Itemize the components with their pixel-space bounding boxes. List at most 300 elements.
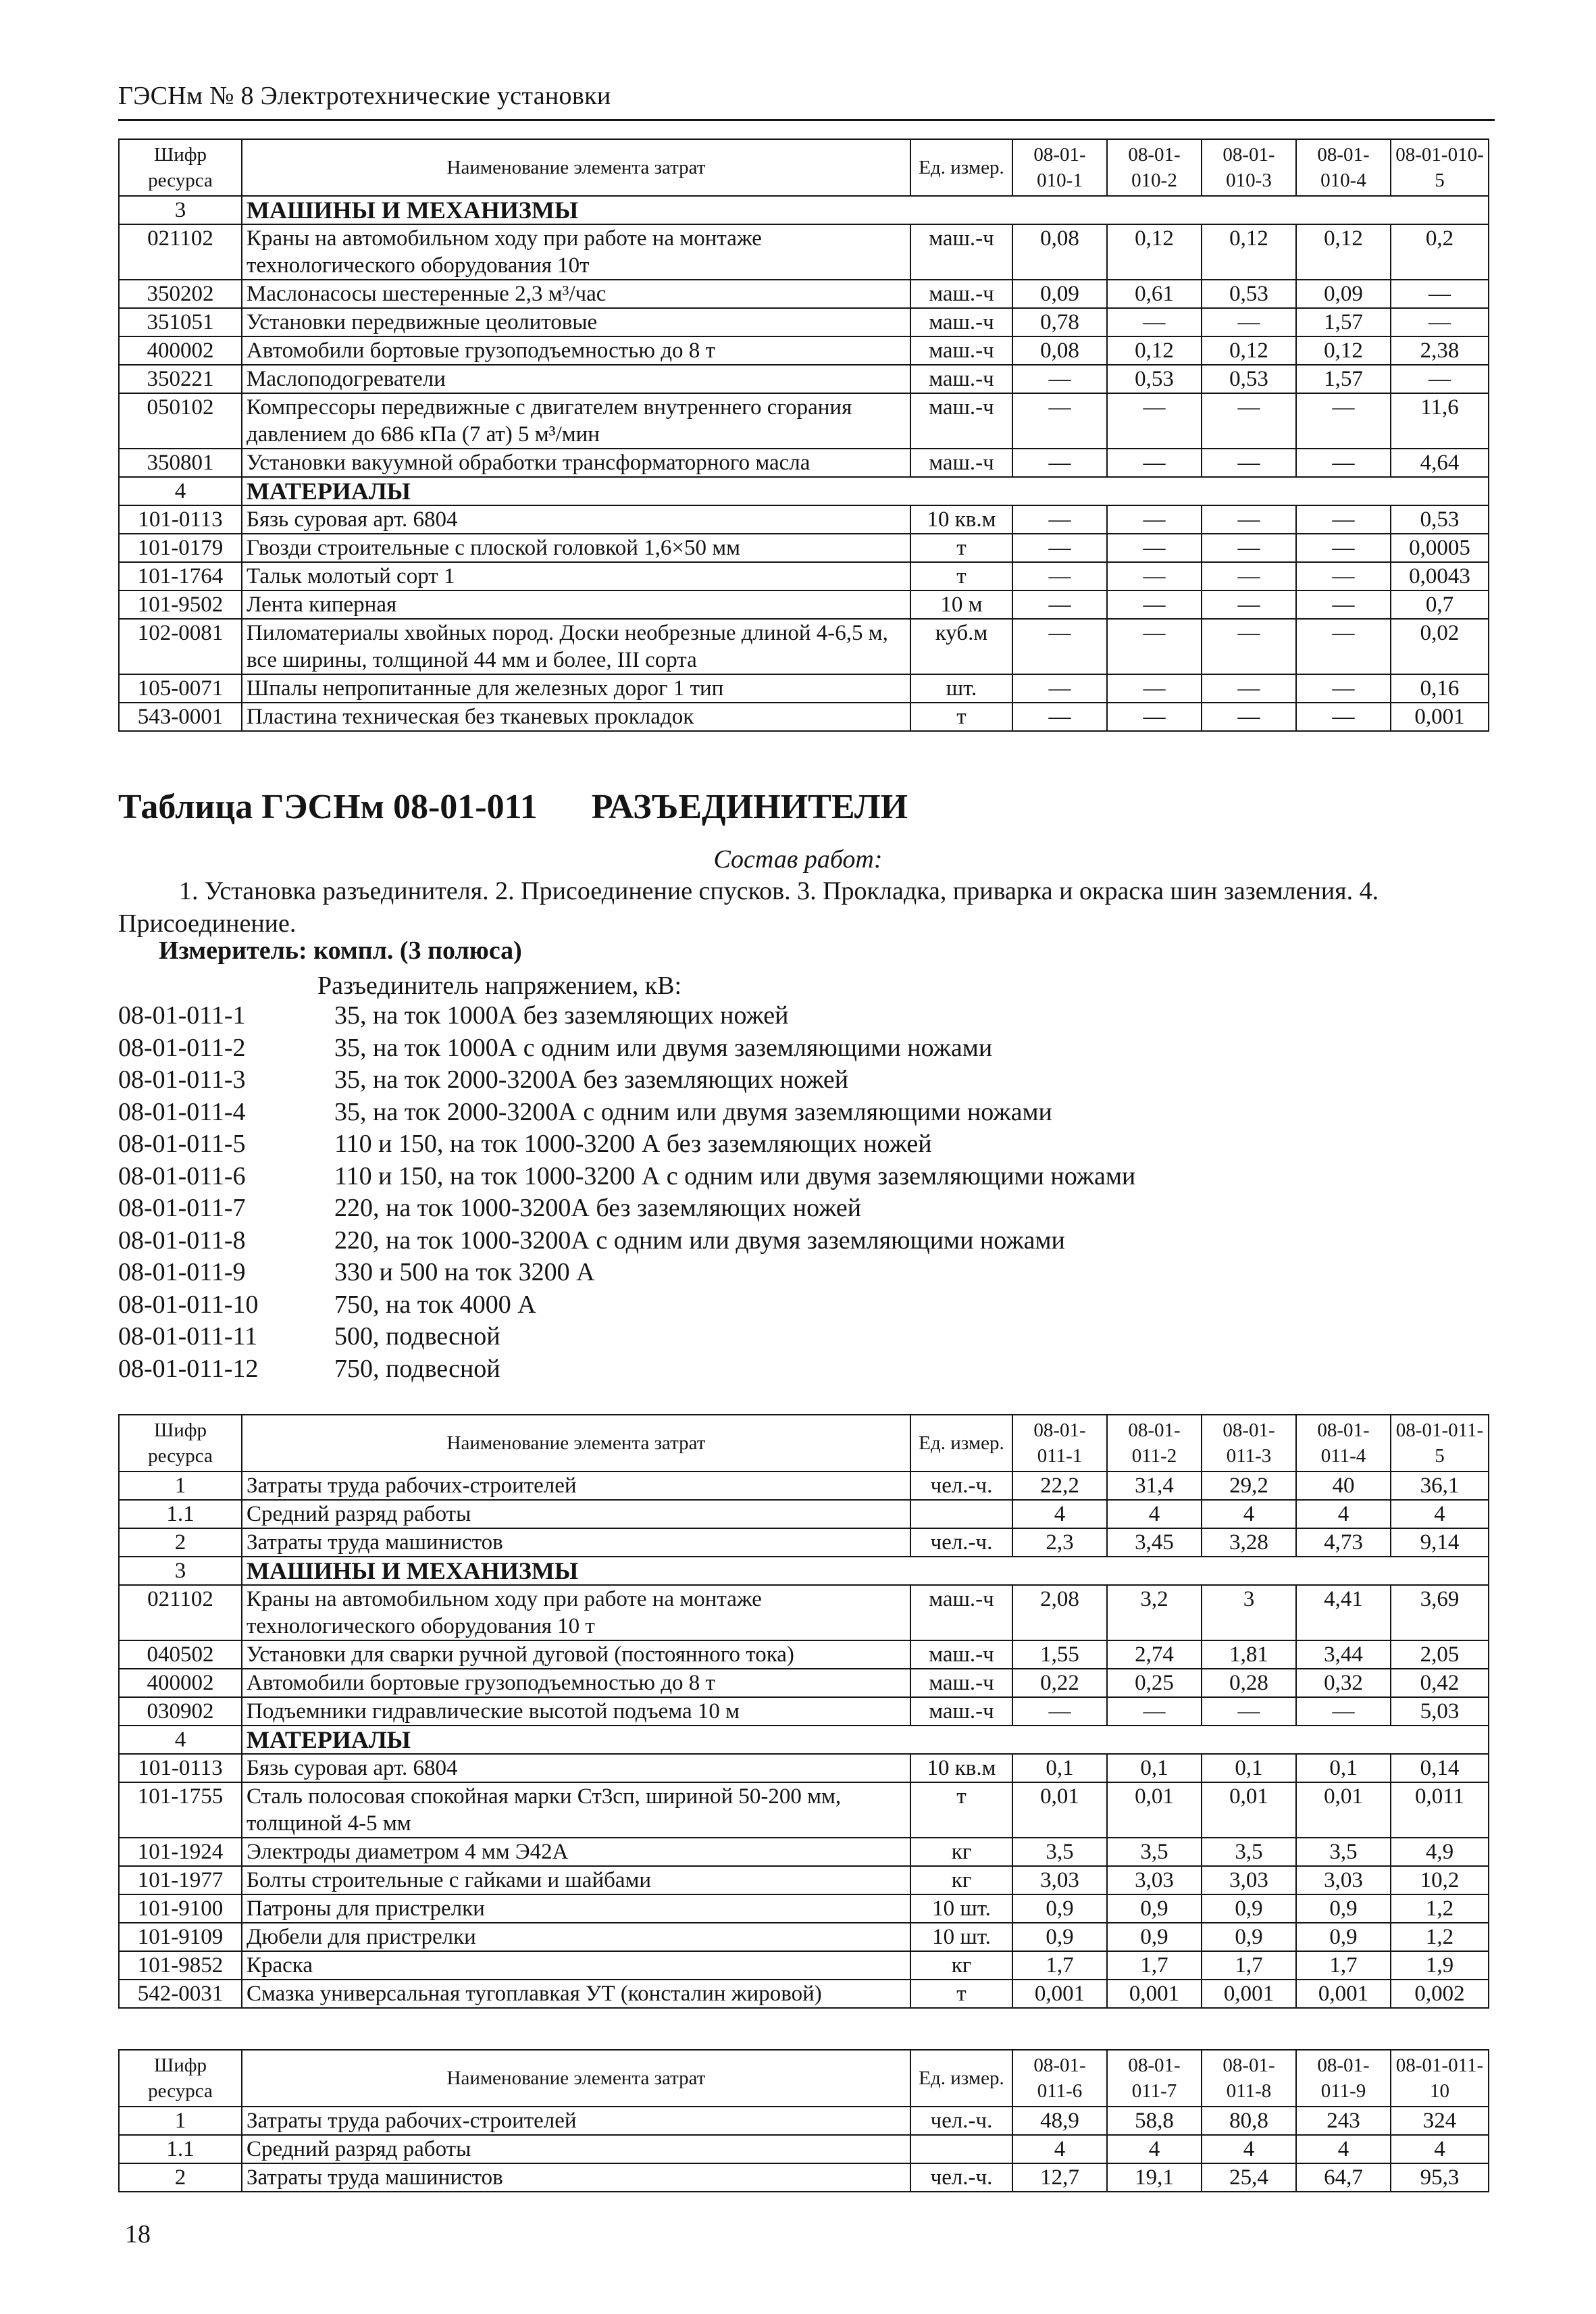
- row-name: Затраты труда машинистов: [242, 2163, 910, 2192]
- header-col-code: 08-01-011-6: [1012, 2050, 1107, 2107]
- row-unit: маш.-ч: [910, 1669, 1012, 1697]
- row-value: 0,61: [1107, 280, 1202, 308]
- row-value: —: [1107, 308, 1202, 336]
- row-value: 0,78: [1012, 308, 1107, 336]
- code-item: [118, 1032, 1135, 1065]
- table-row: [119, 674, 1489, 703]
- code-item-desc: 500, подвесной: [334, 1322, 500, 1351]
- row-value: —: [1012, 703, 1107, 731]
- row-unit: т: [910, 703, 1012, 731]
- row-value: 0,53: [1391, 505, 1489, 534]
- row-value: 4,73: [1296, 1528, 1391, 1557]
- row-value: 0,01: [1107, 1782, 1202, 1838]
- row-value: 40: [1296, 1472, 1391, 1500]
- header-col-code: 08-01-010-3: [1202, 139, 1296, 196]
- row-value: 0,9: [1107, 1923, 1202, 1951]
- row-value: 3,69: [1391, 1585, 1489, 1640]
- row-value: 3: [1202, 1585, 1296, 1640]
- row-value: —: [1296, 619, 1391, 674]
- row-name: Патроны для пристрелки: [242, 1894, 910, 1923]
- header-col-code: 08-01-011-3: [1202, 1415, 1296, 1472]
- header-code: Шифр ресурса: [119, 1415, 242, 1472]
- section-row: [119, 196, 1489, 224]
- row-value: —: [1107, 505, 1202, 534]
- header-col-code: 08-01-011-10: [1391, 2050, 1489, 2107]
- row-value: 0,08: [1012, 336, 1107, 365]
- row-value: —: [1012, 449, 1107, 477]
- table-row: [119, 1838, 1489, 1866]
- row-value: —: [1012, 505, 1107, 534]
- row-value: —: [1296, 1697, 1391, 1726]
- row-unit: чел.-ч.: [910, 2163, 1012, 2192]
- row-code: 400002: [119, 336, 242, 365]
- row-unit: [910, 2135, 1012, 2163]
- row-code: 101-9502: [119, 590, 242, 619]
- code-item-code: 08-01-011-4: [118, 1097, 246, 1126]
- row-value: 0,25: [1107, 1669, 1202, 1697]
- row-name: Компрессоры передвижные с двигателем внутреннего сгорания давлением до 686 кПа (7 ат) 5 м³/мин: [242, 393, 910, 449]
- row-value: 1,57: [1296, 365, 1391, 393]
- row-code: 101-1764: [119, 562, 242, 590]
- row-code: 101-9109: [119, 1923, 242, 1951]
- code-item-desc: 35, на ток 2000-3200А без заземляющих ножей: [334, 1065, 849, 1094]
- row-value: 4: [1107, 2135, 1202, 2163]
- table-row: [119, 280, 1489, 308]
- header-unit: Ед. измер.: [910, 139, 1012, 196]
- row-code: 543-0001: [119, 703, 242, 731]
- row-unit: 10 м: [910, 590, 1012, 619]
- row-value: —: [1296, 393, 1391, 449]
- section-row: [119, 477, 1489, 505]
- row-name: Сталь полосовая спокойная марки Ст3сп, шириной 50-200 мм, толщиной 4-5 мм: [242, 1782, 910, 1838]
- row-name: Тальк молотый сорт 1: [242, 562, 910, 590]
- code-item-code: 08-01-011-3: [118, 1065, 246, 1094]
- row-value: 31,4: [1107, 1472, 1202, 1500]
- row-name: Краны на автомобильном ходу при работе на монтаже технологического оборудования 10т: [242, 224, 910, 280]
- row-value: 3,5: [1202, 1838, 1296, 1866]
- row-value: 2,05: [1391, 1640, 1489, 1669]
- row-value: 1,7: [1202, 1951, 1296, 1980]
- header-name: Наименование элемента затрат: [242, 2050, 910, 2107]
- row-name: Дюбели для пристрелки: [242, 1923, 910, 1951]
- row-unit: маш.-ч: [910, 449, 1012, 477]
- row-value: 0,011: [1391, 1782, 1489, 1838]
- row-unit: маш.-ч: [910, 365, 1012, 393]
- row-value: 3,28: [1202, 1528, 1296, 1557]
- row-value: 0,12: [1296, 224, 1391, 280]
- header-row: [119, 139, 1489, 196]
- table-row: [119, 590, 1489, 619]
- row-value: 0,1: [1296, 1754, 1391, 1782]
- row-value: —: [1107, 393, 1202, 449]
- row-value: —: [1296, 562, 1391, 590]
- header-unit: Ед. измер.: [910, 1415, 1012, 1472]
- table-row: [119, 1866, 1489, 1894]
- row-value: 324: [1391, 2107, 1489, 2135]
- row-value: 2,38: [1391, 336, 1489, 365]
- row-value: 4: [1296, 2135, 1391, 2163]
- row-value: 3,45: [1107, 1528, 1202, 1557]
- row-value: 0,16: [1391, 674, 1489, 703]
- row-unit: 10 шт.: [910, 1894, 1012, 1923]
- row-code: 040502: [119, 1640, 242, 1669]
- row-value: 1,55: [1012, 1640, 1107, 1669]
- row-value: 1,81: [1202, 1640, 1296, 1669]
- code-item-code: 08-01-011-1: [118, 1001, 246, 1030]
- row-value: —: [1202, 308, 1296, 336]
- row-value: 1,9: [1391, 1951, 1489, 1980]
- row-code: 021102: [119, 224, 242, 280]
- header-row: [119, 2050, 1489, 2107]
- row-value: —: [1107, 562, 1202, 590]
- section-name: МАТЕРИАЛЫ: [242, 477, 1489, 505]
- table-row: [119, 505, 1489, 534]
- code-item-code: 08-01-011-10: [118, 1290, 259, 1319]
- code-item: [118, 1257, 1135, 1289]
- header-code: Шифр ресурса: [119, 2050, 242, 2107]
- code-item-code: 08-01-011-9: [118, 1258, 246, 1286]
- row-value: —: [1391, 308, 1489, 336]
- row-value: 2,08: [1012, 1585, 1107, 1640]
- row-value: 0,09: [1012, 280, 1107, 308]
- row-code: 101-0179: [119, 534, 242, 562]
- code-item-desc: 35, на ток 1000А без заземляющих ножей: [334, 1001, 789, 1030]
- table-row: [119, 393, 1489, 449]
- row-code: 101-9852: [119, 1951, 242, 1980]
- section-name: МАШИНЫ И МЕХАНИЗМЫ: [242, 196, 1489, 224]
- row-value: —: [1202, 449, 1296, 477]
- table-row: [119, 1472, 1489, 1500]
- row-code: 3: [119, 196, 242, 224]
- table-row: [119, 619, 1489, 674]
- row-value: 36,1: [1391, 1472, 1489, 1500]
- header-name: Наименование элемента затрат: [242, 139, 910, 196]
- row-code: 351051: [119, 308, 242, 336]
- header-col-code: 08-01-011-4: [1296, 1415, 1391, 1472]
- table-row: [119, 703, 1489, 731]
- row-name: Болты строительные с гайками и шайбами: [242, 1866, 910, 1894]
- row-value: 4: [1296, 1500, 1391, 1528]
- row-value: 0,9: [1107, 1894, 1202, 1923]
- code-item: [118, 1000, 1135, 1032]
- row-name: Установки для сварки ручной дуговой (постоянного тока): [242, 1640, 910, 1669]
- row-unit: чел.-ч.: [910, 1528, 1012, 1557]
- row-value: 0,08: [1012, 224, 1107, 280]
- header-col-code: 08-01-011-7: [1107, 2050, 1202, 2107]
- code-item: [118, 1064, 1135, 1097]
- row-code: 050102: [119, 393, 242, 449]
- code-item: [118, 1225, 1135, 1257]
- row-value: —: [1296, 590, 1391, 619]
- row-value: 0,001: [1012, 1980, 1107, 2008]
- section-title-name: РАЗЪЕДИНИТЕЛИ: [591, 788, 908, 826]
- row-name: Пиломатериалы хвойных пород. Доски необрезные длиной 4-6,5 м, все ширины, толщиной 44 мм и более, III сорта: [242, 619, 910, 674]
- table-row: [119, 2163, 1489, 2192]
- row-unit: т: [910, 1980, 1012, 2008]
- row-name: Пластина техническая без тканевых прокладок: [242, 703, 910, 731]
- row-value: 80,8: [1202, 2107, 1296, 2135]
- code-item-code: 08-01-011-11: [118, 1322, 258, 1351]
- row-value: —: [1202, 562, 1296, 590]
- row-code: 4: [119, 477, 242, 505]
- row-value: 0,32: [1296, 1669, 1391, 1697]
- header-col-code: 08-01-010-2: [1107, 139, 1202, 196]
- meter: Измеритель: компл. (3 полюса): [159, 936, 522, 965]
- row-value: 0,9: [1202, 1894, 1296, 1923]
- row-code: 400002: [119, 1669, 242, 1697]
- row-value: 3,5: [1012, 1838, 1107, 1866]
- row-value: 0,22: [1012, 1669, 1107, 1697]
- row-value: —: [1391, 280, 1489, 308]
- row-code: 3: [119, 1557, 242, 1585]
- row-value: 0,53: [1202, 365, 1296, 393]
- row-value: 0,0043: [1391, 562, 1489, 590]
- section-name: МАТЕРИАЛЫ: [242, 1726, 1489, 1754]
- row-name: Затраты труда рабочих-строителей: [242, 2107, 910, 2135]
- row-unit: чел.-ч.: [910, 1472, 1012, 1500]
- header-code: Шифр ресурса: [119, 139, 242, 196]
- code-item-desc: 220, на ток 1000-3200А с одним или двумя заземляющими ножами: [334, 1226, 1065, 1255]
- row-value: —: [1391, 365, 1489, 393]
- row-name: Смазка универсальная тугоплавкая УТ (консталин жировой): [242, 1980, 910, 2008]
- row-code: 542-0031: [119, 1980, 242, 2008]
- row-value: —: [1107, 1697, 1202, 1726]
- table-row: [119, 1951, 1489, 1980]
- header-col-code: 08-01-010-1: [1012, 139, 1107, 196]
- header-col-code: 08-01-011-9: [1296, 2050, 1391, 2107]
- row-value: 0,12: [1107, 224, 1202, 280]
- row-value: 0,001: [1391, 703, 1489, 731]
- row-name: Средний разряд работы: [242, 2135, 910, 2163]
- row-code: 1.1: [119, 1500, 242, 1528]
- table-row: [119, 1528, 1489, 1557]
- row-value: 3,2: [1107, 1585, 1202, 1640]
- row-value: —: [1012, 393, 1107, 449]
- row-value: —: [1107, 449, 1202, 477]
- code-item-desc: 110 и 150, на ток 1000-3200 А с одним или двумя заземляющими ножами: [334, 1161, 1136, 1190]
- table-row: [119, 1980, 1489, 2008]
- row-value: 0,9: [1202, 1923, 1296, 1951]
- row-value: —: [1202, 534, 1296, 562]
- row-value: 1,7: [1296, 1951, 1391, 1980]
- row-value: 0,01: [1202, 1782, 1296, 1838]
- table-08-01-011-1-5: [118, 1414, 1489, 2009]
- row-value: —: [1202, 590, 1296, 619]
- table-row: [119, 1923, 1489, 1951]
- row-value: —: [1012, 619, 1107, 674]
- row-value: —: [1202, 703, 1296, 731]
- table-row: [119, 2107, 1489, 2135]
- row-value: 2,74: [1107, 1640, 1202, 1669]
- row-value: 1,7: [1012, 1951, 1107, 1980]
- row-code: 1: [119, 2107, 242, 2135]
- row-value: 3,03: [1296, 1866, 1391, 1894]
- row-name: Затраты труда рабочих-строителей: [242, 1472, 910, 1500]
- row-name: Бязь суровая арт. 6804: [242, 1754, 910, 1782]
- code-item-code: 08-01-011-12: [118, 1354, 259, 1383]
- row-name: Краска: [242, 1951, 910, 1980]
- row-value: 11,6: [1391, 393, 1489, 449]
- row-value: —: [1107, 619, 1202, 674]
- header-col-code: 08-01-011-2: [1107, 1415, 1202, 1472]
- row-value: 0,09: [1296, 280, 1391, 308]
- row-unit: т: [910, 562, 1012, 590]
- table-row: [119, 1754, 1489, 1782]
- row-value: —: [1296, 449, 1391, 477]
- table-row: [119, 1697, 1489, 1726]
- row-value: 0,0005: [1391, 534, 1489, 562]
- row-code: 4: [119, 1726, 242, 1754]
- row-code: 030902: [119, 1697, 242, 1726]
- table-row: [119, 1669, 1489, 1697]
- section-name: МАШИНЫ И МЕХАНИЗМЫ: [242, 1557, 1489, 1585]
- code-item-code: 08-01-011-6: [118, 1161, 246, 1190]
- table-row: [119, 1894, 1489, 1923]
- header-col-code: 08-01-011-5: [1391, 1415, 1489, 1472]
- row-value: 5,03: [1391, 1697, 1489, 1726]
- header-col-code: 08-01-011-8: [1202, 2050, 1296, 2107]
- row-value: 0,12: [1202, 224, 1296, 280]
- row-unit: кг: [910, 1951, 1012, 1980]
- row-unit: маш.-ч: [910, 1640, 1012, 1669]
- table-row: [119, 1585, 1489, 1640]
- table-row: [119, 449, 1489, 477]
- row-code: 350221: [119, 365, 242, 393]
- row-value: 0,02: [1391, 619, 1489, 674]
- header-col-code: 08-01-010-5: [1391, 139, 1489, 196]
- row-unit: 10 кв.м: [910, 1754, 1012, 1782]
- row-value: 3,5: [1107, 1838, 1202, 1866]
- row-value: 22,2: [1012, 1472, 1107, 1500]
- row-value: 4: [1391, 1500, 1489, 1528]
- row-value: 64,7: [1296, 2163, 1391, 2192]
- row-unit: 10 кв.м: [910, 505, 1012, 534]
- row-code: 350801: [119, 449, 242, 477]
- row-unit: чел.-ч.: [910, 2107, 1012, 2135]
- row-code: 101-0113: [119, 505, 242, 534]
- row-unit: маш.-ч: [910, 393, 1012, 449]
- row-value: 12,7: [1012, 2163, 1107, 2192]
- row-name: Установки вакуумной обработки трансформаторного масла: [242, 449, 910, 477]
- code-item: [118, 1192, 1135, 1225]
- section-row: [119, 1557, 1489, 1585]
- row-value: 9,14: [1391, 1528, 1489, 1557]
- section-row: [119, 1726, 1489, 1754]
- table-row: [119, 534, 1489, 562]
- table-row: [119, 1782, 1489, 1838]
- row-name: Лента киперная: [242, 590, 910, 619]
- row-name: Затраты труда машинистов: [242, 1528, 910, 1557]
- row-value: 25,4: [1202, 2163, 1296, 2192]
- row-name: Маслоподогреватели: [242, 365, 910, 393]
- table-row: [119, 224, 1489, 280]
- table-row: [119, 1500, 1489, 1528]
- row-unit: кг: [910, 1838, 1012, 1866]
- row-value: —: [1202, 674, 1296, 703]
- row-value: 0,14: [1391, 1754, 1489, 1782]
- row-code: 1.1: [119, 2135, 242, 2163]
- row-value: 10,2: [1391, 1866, 1489, 1894]
- row-name: Автомобили бортовые грузоподъемностью до 8 т: [242, 1669, 910, 1697]
- row-code: 101-1924: [119, 1838, 242, 1866]
- row-value: 4,9: [1391, 1838, 1489, 1866]
- row-value: —: [1012, 534, 1107, 562]
- voltage-caption: Разъединитель напряжением, кВ:: [317, 972, 682, 1000]
- table-row: [119, 1640, 1489, 1669]
- row-unit: куб.м: [910, 619, 1012, 674]
- code-item-desc: 35, на ток 2000-3200А с одним или двумя заземляющими ножами: [334, 1097, 1052, 1126]
- row-value: —: [1012, 590, 1107, 619]
- header-rule: [118, 119, 1495, 121]
- code-list: [118, 1000, 1135, 1385]
- row-unit: [910, 1500, 1012, 1528]
- row-value: —: [1107, 703, 1202, 731]
- section-title: [118, 787, 908, 827]
- row-value: —: [1202, 393, 1296, 449]
- row-name: Подъемники гидравлические высотой подъема 10 м: [242, 1697, 910, 1726]
- row-value: —: [1012, 674, 1107, 703]
- table-08-01-010: [118, 139, 1489, 732]
- row-unit: кг: [910, 1866, 1012, 1894]
- works-text: 1. Установка разъединителя. 2. Присоединение спусков. 3. Прокладка, приварка и окраска шин заземления. 4. Присоединение.: [118, 877, 1379, 938]
- code-item: [118, 1289, 1135, 1322]
- row-value: 3,03: [1107, 1866, 1202, 1894]
- row-name: Средний разряд работы: [242, 1500, 910, 1528]
- row-value: —: [1296, 505, 1391, 534]
- row-value: —: [1107, 534, 1202, 562]
- code-item: [118, 1353, 1135, 1386]
- code-item: [118, 1161, 1135, 1193]
- row-value: 1,2: [1391, 1894, 1489, 1923]
- page-number: 18: [125, 2220, 151, 2248]
- code-item-code: 08-01-011-5: [118, 1130, 246, 1158]
- row-value: 0,12: [1296, 336, 1391, 365]
- table-row: [119, 308, 1489, 336]
- row-value: —: [1296, 674, 1391, 703]
- row-value: —: [1012, 365, 1107, 393]
- row-value: —: [1202, 1697, 1296, 1726]
- code-item: [118, 1097, 1135, 1129]
- row-name: Маслонасосы шестеренные 2,3 м³/час: [242, 280, 910, 308]
- row-unit: маш.-ч: [910, 336, 1012, 365]
- row-value: 4: [1202, 2135, 1296, 2163]
- row-value: 1,7: [1107, 1951, 1202, 1980]
- row-code: 101-1977: [119, 1866, 242, 1894]
- row-code: 105-0071: [119, 674, 242, 703]
- row-value: 0,9: [1012, 1894, 1107, 1923]
- row-name: Шпалы непропитанные для железных дорог 1 тип: [242, 674, 910, 703]
- code-item-desc: 220, на ток 1000-3200А без заземляющих ножей: [334, 1194, 862, 1222]
- row-value: 0,7: [1391, 590, 1489, 619]
- row-code: 101-0113: [119, 1754, 242, 1782]
- header-row: [119, 1415, 1489, 1472]
- row-value: 4: [1012, 1500, 1107, 1528]
- header-col-code: 08-01-010-4: [1296, 139, 1391, 196]
- row-value: 19,1: [1107, 2163, 1202, 2192]
- code-item-code: 08-01-011-8: [118, 1226, 246, 1255]
- row-unit: маш.-ч: [910, 224, 1012, 280]
- row-value: —: [1202, 505, 1296, 534]
- row-code: 102-0081: [119, 619, 242, 674]
- row-value: 1,57: [1296, 308, 1391, 336]
- row-code: 021102: [119, 1585, 242, 1640]
- row-value: 0,01: [1296, 1782, 1391, 1838]
- row-value: 4,41: [1296, 1585, 1391, 1640]
- row-code: 101-9100: [119, 1894, 242, 1923]
- row-value: 29,2: [1202, 1472, 1296, 1500]
- row-value: 95,3: [1391, 2163, 1489, 2192]
- row-value: 0,9: [1296, 1894, 1391, 1923]
